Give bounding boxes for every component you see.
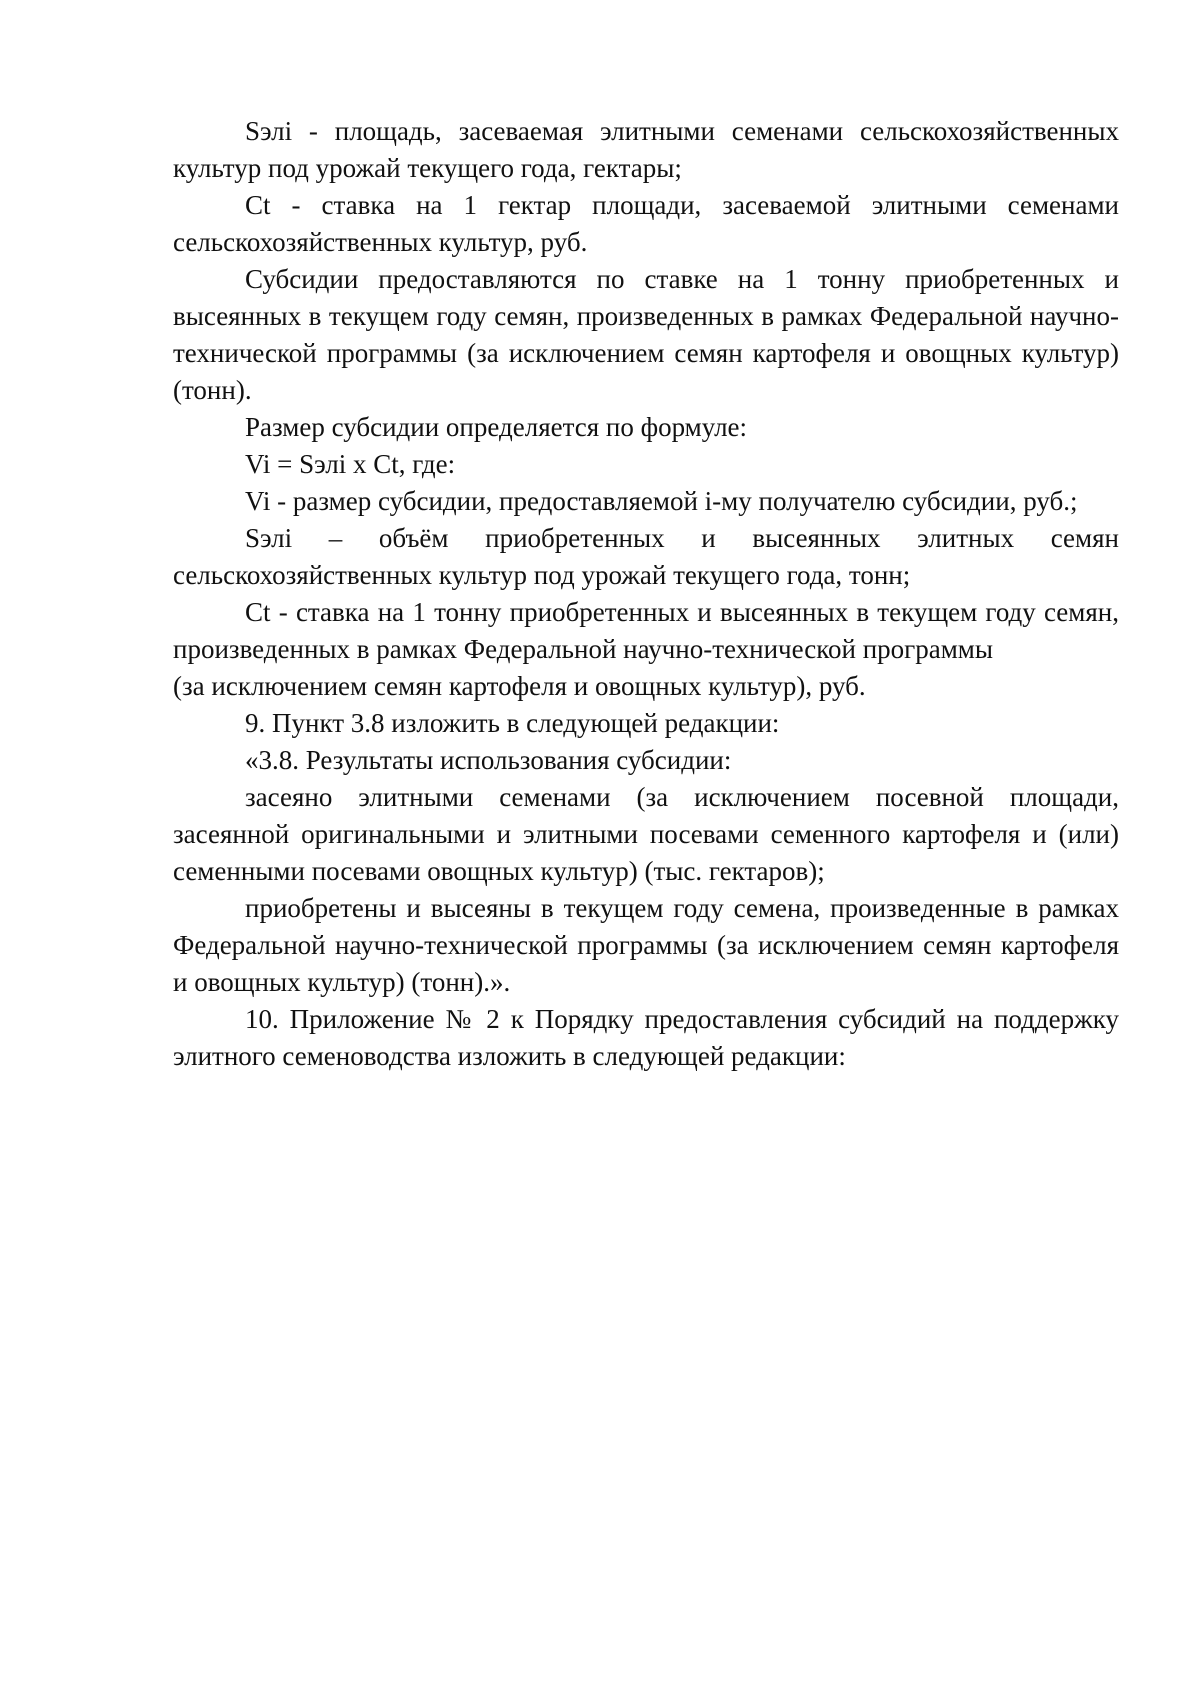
paragraph-results-heading: «3.8. Результаты использования субсидии: xyxy=(245,745,732,775)
paragraph-formula-intro: Размер субсидии определяется по формуле: xyxy=(245,412,748,442)
paragraph-ton-rate: Ct - ставка на 1 тонну приобретенных и высеянных в текущем году семян, произведенных в рамках Федеральной научно-технической программы xyxy=(173,597,1119,664)
paragraph-ton-rate-continuation: (за исключением семян картофеля и овощных культур), руб. xyxy=(173,671,866,701)
paragraph-area-definition: Sэлi - площадь, засеваемая элитными семенами сельскохозяйственных культур под урожай текущего года, гектары; xyxy=(173,116,1119,183)
paragraph-item-10: 10. Приложение № 2 к Порядку предоставления субсидий на поддержку элитного семеноводства изложить в следующей редакции: xyxy=(173,1004,1119,1071)
paragraph-formula: Vi = Sэлi x Ct, где: xyxy=(245,449,456,479)
paragraph-result-seeds-tons: приобретены и высеяны в текущем году семена, произведенные в рамках Федеральной научно-технической программы (за исключением семян картофеля и овощных культур) (тонн).». xyxy=(173,893,1119,997)
document-body xyxy=(173,113,1119,1075)
paragraph-vi-definition: Vi - размер субсидии, предоставляемой i-му получателю субсидии, руб.; xyxy=(245,486,1078,516)
paragraph-result-sown-area: засеяно элитными семенами (за исключением посевной площади, засеянной оригинальными и элитными посевами семенного картофеля и (или) семенными посевами овощных культур) (тыс. гектаров); xyxy=(173,782,1119,886)
paragraph-hectare-rate: Ct - ставка на 1 гектар площади, засеваемой элитными семенами сельскохозяйственных культур, руб. xyxy=(173,190,1119,257)
paragraph-item-9: 9. Пункт 3.8 изложить в следующей редакции: xyxy=(245,708,780,738)
paragraph-volume-definition: Sэлi – объём приобретенных и высеянных элитных семян сельскохозяйственных культур под урожай текущего года, тонн; xyxy=(173,523,1119,590)
paragraph-subsidy-per-ton: Субсидии предоставляются по ставке на 1 тонну приобретенных и высеянных в текущем году семян, произведенных в рамках Федеральной научно-технической программы (за исключением семян картофеля и овощных культур) (тонн). xyxy=(173,264,1119,405)
